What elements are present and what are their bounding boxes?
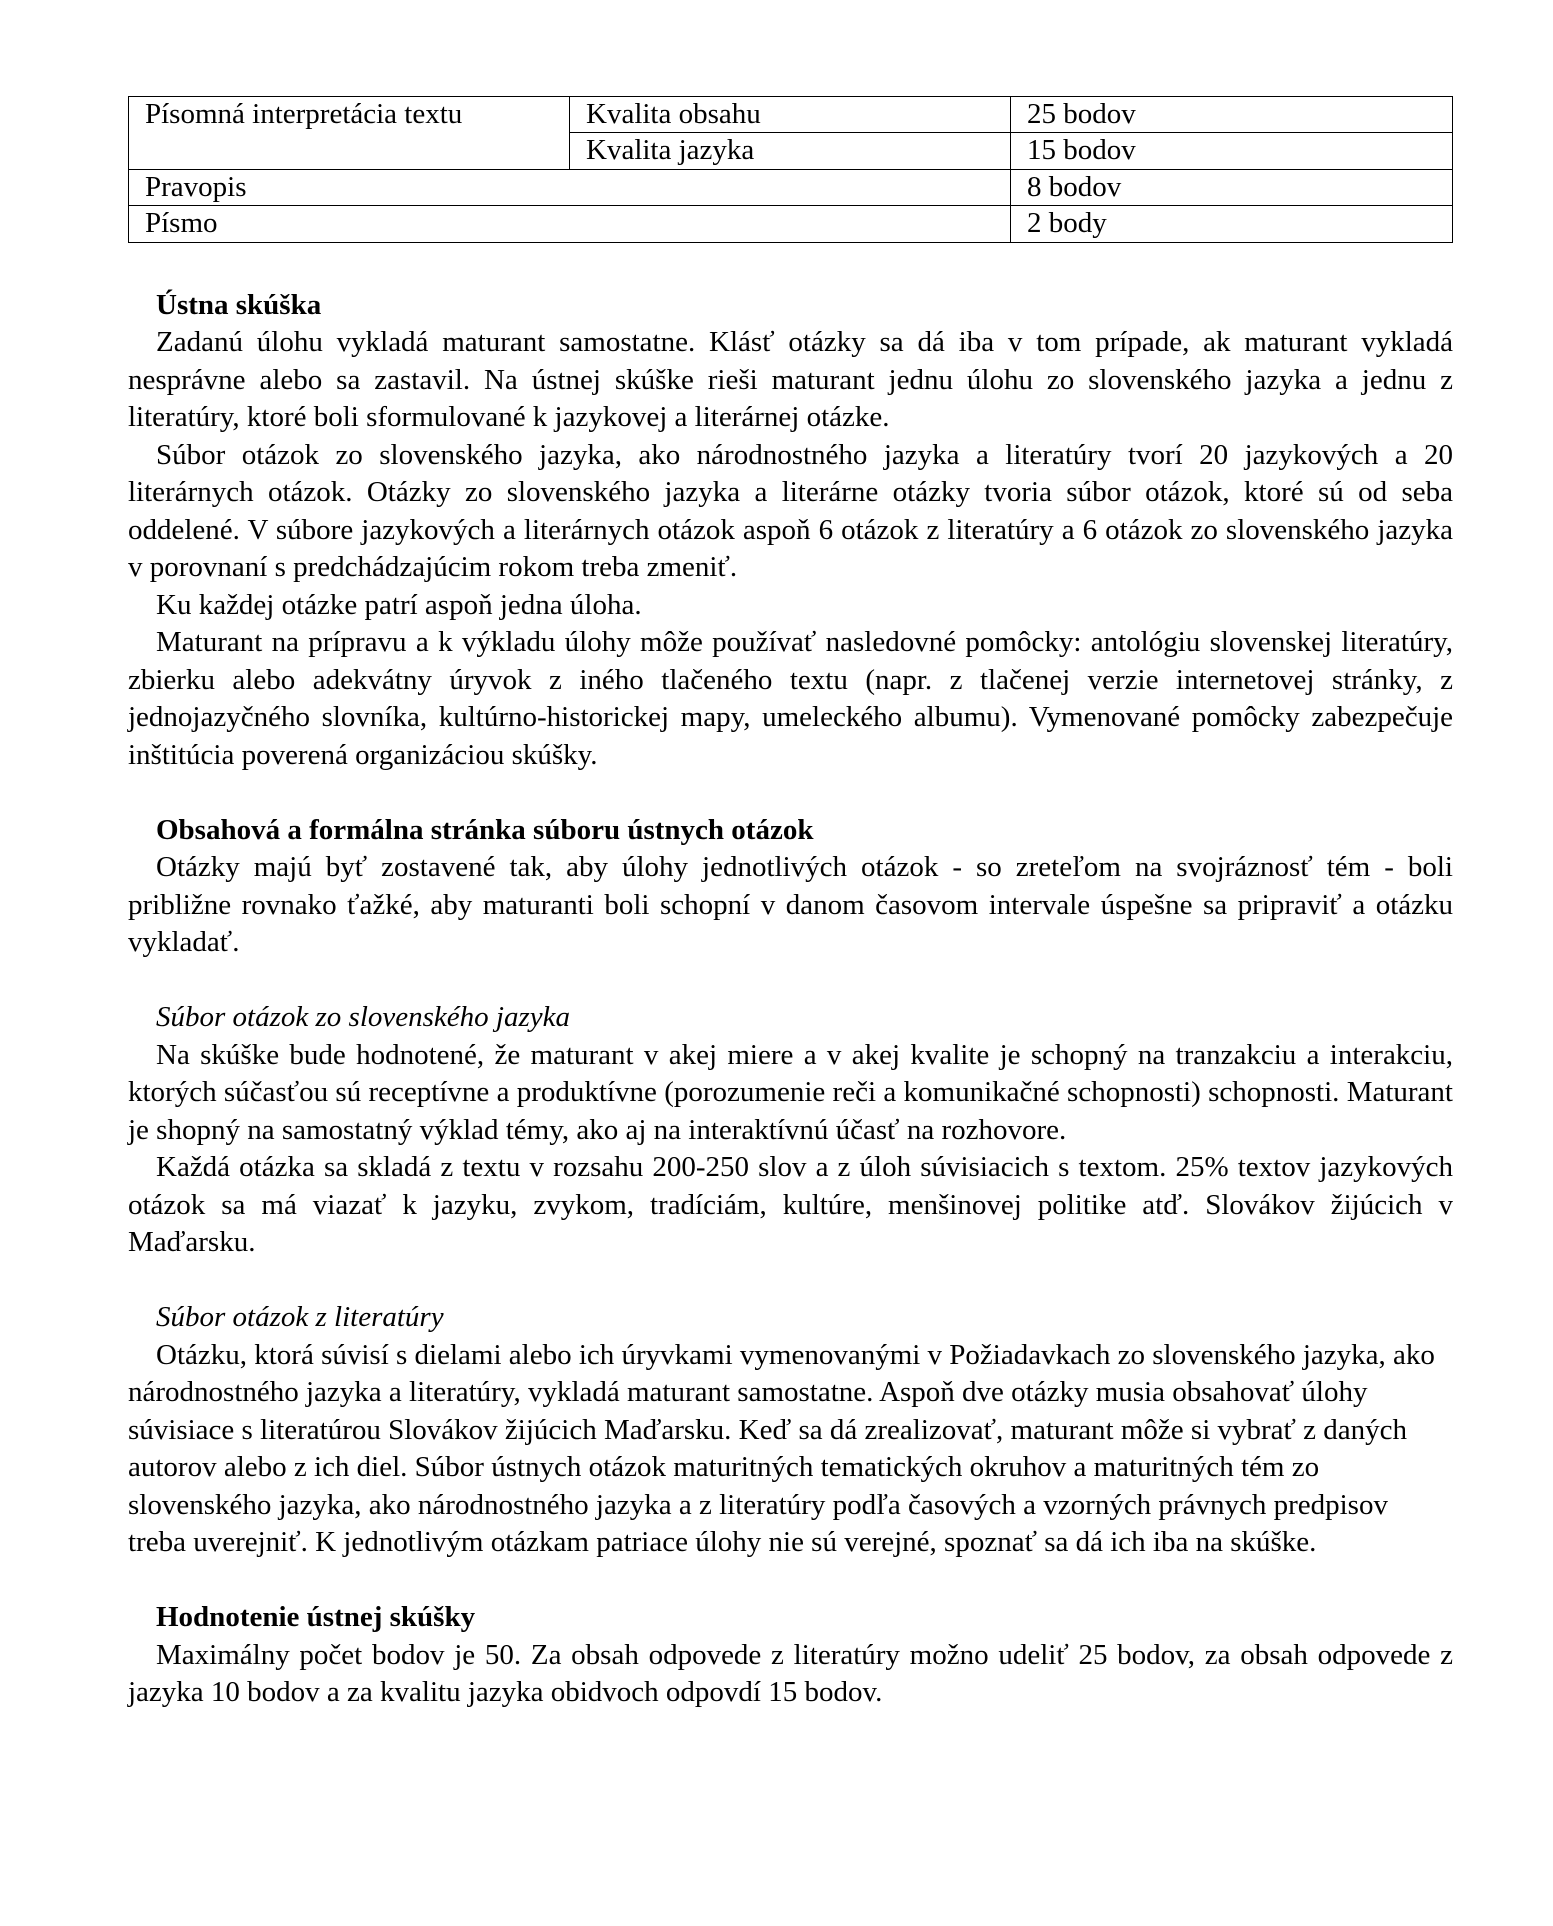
section-subheading: Súbor otázok zo slovenského jazyka [156,1001,570,1034]
table-row [129,169,1453,205]
table-cell: Kvalita obsahu [570,97,1011,133]
paragraph: Zadanú úlohu vykladá maturant samostatne. Klásť otázky sa dá iba v tom prípade, ak maturant vykladá nesprávne alebo sa zastavil. Na ústnej skúške rieši maturant jednu úlohu zo slovenského jazyka a jednu z literatúry, ktoré boli sformulované k jazykovej a literárnej otázke. [128,326,1453,434]
score-table [128,96,1453,243]
section-subheading: Súbor otázok z literatúry [156,1301,444,1334]
table-cell: 8 bodov [1011,169,1453,205]
document-body [128,287,1453,1712]
table-row [129,97,1453,133]
table-cell: Kvalita jazyka [570,133,1011,169]
paragraph: Súbor otázok zo slovenského jazyka, ako národnostného jazyka a literatúry tvorí 20 jazykových a 20 literárnych otázok. Otázky zo slovenského jazyka a literárne otázky tvoria súbor otázok, ktoré sú od seba oddelené. V súbore jazykových a literárnych otázok aspoň 6 otázok z literatúry a 6 otázok zo slovenského jazyka v porovnaní s predchádzajúcim rokom treba zmeniť. [128,438,1453,584]
paragraph: Maximálny počet bodov je 50. Za obsah odpovede z literatúry možno udeliť 25 bodov, za obsah odpovede z jazyka 10 bodov a za kvalitu jazyka obidvoch odpovdí 15 bodov. [128,1638,1453,1709]
table-cell: Písmo [129,206,1011,242]
section-heading: Obsahová a formálna stránka súboru ústnych otázok [156,813,814,846]
paragraph: Otázku, ktorá súvisí s dielami alebo ich úryvkami vymenovanými v Požiadavkach zo slovenského jazyka, ako národnostného jazyka a literatúry, vykladá maturant samostatne. Aspoň dve otázky musia obsahovať úlohy súvisiace s literatúrou Slovákov žijúcich Maďarsku. Keď sa dá zrealizovať, maturant môže si vybrať z daných autorov alebo z ich diel. Súbor ústnych otázok maturitných tematických okruhov a maturitných tém zo slovenského jazyka, ako národnostného jazyka a z literatúry podľa časových a vzorných právnych predpisov treba uverejniť. K jednotlivým otázkam patriace úlohy nie sú verejné, spoznať sa dá ich iba na skúške. [128,1338,1435,1559]
table-cell: Pravopis [129,169,1011,205]
table-cell: 25 bodov [1011,97,1453,133]
paragraph: Ku každej otázke patrí aspoň jedna úloha. [156,588,642,621]
table-cell: Písomná interpretácia textu [129,97,570,170]
paragraph: Na skúške bude hodnotené, že maturant v akej miere a v akej kvalite je schopný na tranzakciu a interakciu, ktorých súčasťou sú receptívne a produktívne (porozumenie reči a komunikačné schopnosti) schopnosti. Maturant je shopný na samostatný výklad témy, ako aj na interaktívnú účasť na rozhovore. [128,1038,1453,1146]
paragraph: Maturant na prípravu a k výkladu úlohy môže používať nasledovné pomôcky: antológiu slovenskej literatúry, zbierku alebo adekvátny úryvok z iného tlačeného textu (napr. z tlačenej verzie internetovej stránky, z jednojazyčného slovníka, kultúrno-historickej mapy, umeleckého albumu). Vymenované pomôcky zabezpečuje inštitúcia poverená organizáciou skúšky. [128,626,1453,771]
section-heading: Hodnotenie ústnej skúšky [156,1601,476,1634]
table-cell: 15 bodov [1011,133,1453,169]
paragraph: Každá otázka sa skladá z textu v rozsahu 200-250 slov a z úloh súvisiacich s textom. 25% textov jazykových otázok sa má viazať k jazyku, zvykom, tradíciám, kultúre, menšinovej politike atď. Slovákov žijúcich v Maďarsku. [128,1151,1453,1259]
table-cell: 2 body [1011,206,1453,242]
document-page [128,96,1453,1712]
section-heading: Ústna skúška [156,288,322,321]
paragraph: Otázky majú byť zostavené tak, aby úlohy jednotlivých otázok - so zreteľom na svojráznosť tém - boli približne rovnako ťažké, aby maturanti boli schopní v danom časovom intervale úspešne sa pripraviť a otázku vykladať. [128,851,1453,959]
table-row [129,206,1453,242]
